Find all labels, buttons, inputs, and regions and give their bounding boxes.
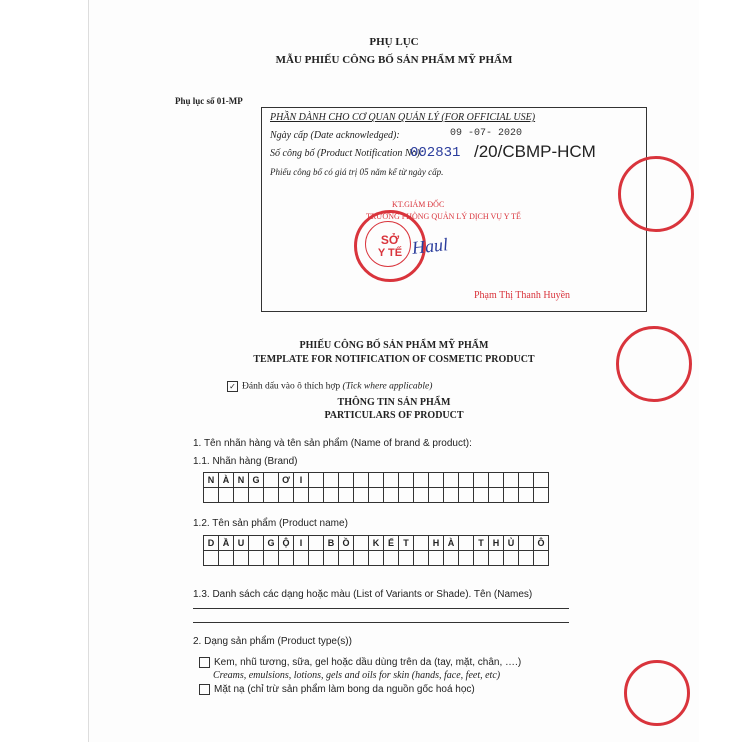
checkbox-icon[interactable] [199, 684, 210, 695]
letter-cell[interactable] [354, 550, 369, 566]
letter-cell[interactable] [444, 472, 459, 488]
letter-cell[interactable] [339, 487, 354, 503]
letter-cell[interactable] [459, 472, 474, 488]
letter-cell[interactable]: Ô [534, 535, 549, 551]
letter-cell[interactable]: Ầ [219, 535, 234, 551]
letter-cell[interactable] [444, 487, 459, 503]
section-title-en: PARTICULARS OF PRODUCT [324, 410, 464, 421]
form-title-vi: PHIẾU CÔNG BỐ SẢN PHẨM MỸ PHẨM [299, 340, 489, 351]
product-name-grid[interactable] [203, 535, 549, 551]
letter-cell[interactable] [354, 487, 369, 503]
number-prefix: 002831 [410, 145, 461, 161]
letter-cell[interactable]: G [264, 535, 279, 551]
question-1-3: 1.3. Danh sách các dạng hoặc màu (List of Variants or Shade). Tên (Names) [193, 589, 533, 600]
letter-cell[interactable]: T [399, 535, 414, 551]
letter-cell[interactable]: À [444, 535, 459, 551]
letter-cell[interactable] [339, 550, 354, 566]
letter-cell[interactable] [399, 550, 414, 566]
letter-cell[interactable] [339, 472, 354, 488]
letter-cell[interactable]: N [204, 472, 219, 488]
document-page [88, 0, 699, 742]
appendix-label: PHỤ LỤC [369, 36, 419, 48]
letter-cell[interactable] [324, 550, 339, 566]
question-1-1: 1.1. Nhãn hàng (Brand) [193, 456, 298, 467]
variants-line-1[interactable] [193, 608, 569, 609]
letter-cell[interactable] [489, 550, 504, 566]
letter-cell[interactable] [204, 550, 219, 566]
letter-cell[interactable]: D [204, 535, 219, 551]
brand-grid-row-2[interactable] [203, 487, 549, 503]
letter-cell[interactable] [459, 535, 474, 551]
letter-cell[interactable] [249, 487, 264, 503]
letter-cell[interactable] [534, 472, 549, 488]
letter-cell[interactable] [489, 487, 504, 503]
stamp-text-1: SỞ [380, 233, 400, 247]
letter-cell[interactable]: B [324, 535, 339, 551]
letter-cell[interactable] [519, 487, 534, 503]
letter-cell[interactable]: N [234, 472, 249, 488]
section-title-vi: THÔNG TIN SẢN PHẨM [337, 397, 451, 408]
letter-cell[interactable]: Ế [384, 535, 399, 551]
letter-cell[interactable] [504, 487, 519, 503]
side-stamp-top [618, 156, 694, 232]
letter-cell[interactable] [504, 472, 519, 488]
side-stamp-middle [616, 326, 692, 402]
letter-cell[interactable] [474, 487, 489, 503]
letter-cell[interactable] [309, 487, 324, 503]
letter-cell[interactable] [519, 535, 534, 551]
appendix-number: Phụ lục số 01-MP [175, 96, 243, 106]
letter-cell[interactable] [249, 550, 264, 566]
letter-cell[interactable] [309, 472, 324, 488]
letter-cell[interactable] [444, 550, 459, 566]
letter-cell[interactable] [414, 472, 429, 488]
variants-line-2[interactable] [193, 622, 569, 623]
letter-cell[interactable] [264, 550, 279, 566]
letter-cell[interactable]: I [294, 535, 309, 551]
question-1-2: 1.2. Tên sản phẩm (Product name) [193, 518, 348, 529]
letter-cell[interactable]: H [489, 535, 504, 551]
date-label: Ngày cấp (Date acknowledged): [270, 130, 400, 141]
letter-cell[interactable]: Ồ [339, 535, 354, 551]
letter-cell[interactable] [264, 487, 279, 503]
letter-cell[interactable]: À [219, 472, 234, 488]
letter-cell[interactable]: H [429, 535, 444, 551]
product-name-grid-row-2[interactable] [203, 550, 549, 566]
letter-cell[interactable] [369, 487, 384, 503]
letter-cell[interactable] [369, 472, 384, 488]
letter-cell[interactable] [384, 472, 399, 488]
letter-cell[interactable] [369, 550, 384, 566]
question-1: 1. Tên nhãn hàng và tên sản phẩm (Name of brand & product): [193, 438, 472, 449]
signer-role: KT.GIÁM ĐỐC [392, 200, 445, 209]
letter-cell[interactable] [324, 472, 339, 488]
letter-cell[interactable] [474, 550, 489, 566]
document-title: MẪU PHIẾU CÔNG BỐ SẢN PHẨM MỸ PHẨM [275, 54, 513, 66]
letter-cell[interactable] [249, 535, 264, 551]
letter-cell[interactable] [399, 487, 414, 503]
letter-cell[interactable] [414, 535, 429, 551]
letter-cell[interactable]: G [249, 472, 264, 488]
letter-cell[interactable]: U [234, 535, 249, 551]
letter-cell[interactable] [504, 550, 519, 566]
letter-cell[interactable] [459, 487, 474, 503]
form-title-en: TEMPLATE FOR NOTIFICATION OF COSMETIC PRODUCT [253, 354, 535, 365]
letter-cell[interactable] [309, 550, 324, 566]
letter-cell[interactable] [429, 550, 444, 566]
letter-cell[interactable] [534, 487, 549, 503]
letter-cell[interactable]: T [474, 535, 489, 551]
letter-cell[interactable] [234, 550, 249, 566]
side-stamp-bottom [624, 660, 690, 726]
letter-cell[interactable] [519, 550, 534, 566]
letter-cell[interactable] [279, 550, 294, 566]
letter-cell[interactable] [219, 487, 234, 503]
letter-cell[interactable] [429, 487, 444, 503]
number-label: Số công bố (Product Notification No): [270, 148, 424, 159]
number-suffix: /20/CBMP-HCM [474, 142, 596, 161]
letter-cell[interactable] [474, 472, 489, 488]
date-value: 09 -07- 2020 [450, 128, 523, 139]
letter-cell[interactable] [324, 487, 339, 503]
checkbox-icon[interactable] [199, 657, 210, 668]
letter-cell[interactable] [219, 550, 234, 566]
signer-name: Phạm Thị Thanh Huyền [474, 290, 571, 301]
letter-cell[interactable] [384, 487, 399, 503]
signer-dept: TRƯỞNG PHÒNG QUẢN LÝ DỊCH VỤ Y TẾ [366, 212, 521, 221]
signature: Haul [411, 234, 449, 258]
brand-grid[interactable] [203, 472, 549, 488]
letter-cell[interactable] [429, 472, 444, 488]
letter-cell[interactable] [279, 487, 294, 503]
letter-cell[interactable]: Ơ [279, 472, 294, 488]
option-mask[interactable]: Mặt nạ (chỉ trừ sản phẩm làm bong da nguồn gốc hoá học) [199, 684, 475, 695]
letter-cell[interactable]: I [294, 472, 309, 488]
question-2: 2. Dạng sản phẩm (Product type(s)) [193, 636, 352, 647]
official-use-box [261, 107, 647, 312]
letter-cell[interactable]: K [369, 535, 384, 551]
option-creams[interactable]: Kem, nhũ tương, sữa, gel hoặc dầu dùng trên da (tay, mặt, chân, ….) [199, 657, 521, 668]
letter-cell[interactable] [354, 472, 369, 488]
official-heading: PHẦN DÀNH CHO CƠ QUAN QUẢN LÝ (FOR OFFICIAL USE) [270, 112, 536, 123]
letter-cell[interactable] [489, 472, 504, 488]
letter-cell[interactable]: Ộ [279, 535, 294, 551]
option-creams-en: Creams, emulsions, lotions, gels and oils for skin (hands, face, feet, etc) [213, 670, 501, 681]
letter-cell[interactable] [234, 487, 249, 503]
letter-cell[interactable] [414, 487, 429, 503]
letter-cell[interactable] [384, 550, 399, 566]
letter-cell[interactable] [204, 487, 219, 503]
letter-cell[interactable] [294, 487, 309, 503]
letter-cell[interactable] [519, 472, 534, 488]
stamp-text-2: Y TẾ [377, 247, 403, 259]
letter-cell[interactable] [294, 550, 309, 566]
letter-cell[interactable] [264, 472, 279, 488]
checked-checkbox-icon: ✓ [227, 381, 238, 392]
letter-cell[interactable] [354, 535, 369, 551]
letter-cell[interactable] [399, 472, 414, 488]
letter-cell[interactable] [534, 550, 549, 566]
validity-note: Phiếu công bố có giá trị 05 năm kể từ ngày cấp. [270, 167, 444, 177]
letter-cell[interactable] [414, 550, 429, 566]
letter-cell[interactable] [459, 550, 474, 566]
letter-cell[interactable] [309, 535, 324, 551]
tick-note: ✓ Đánh dấu vào ô thích hợp (Tick where applicable) [227, 381, 432, 392]
letter-cell[interactable]: Ủ [504, 535, 519, 551]
